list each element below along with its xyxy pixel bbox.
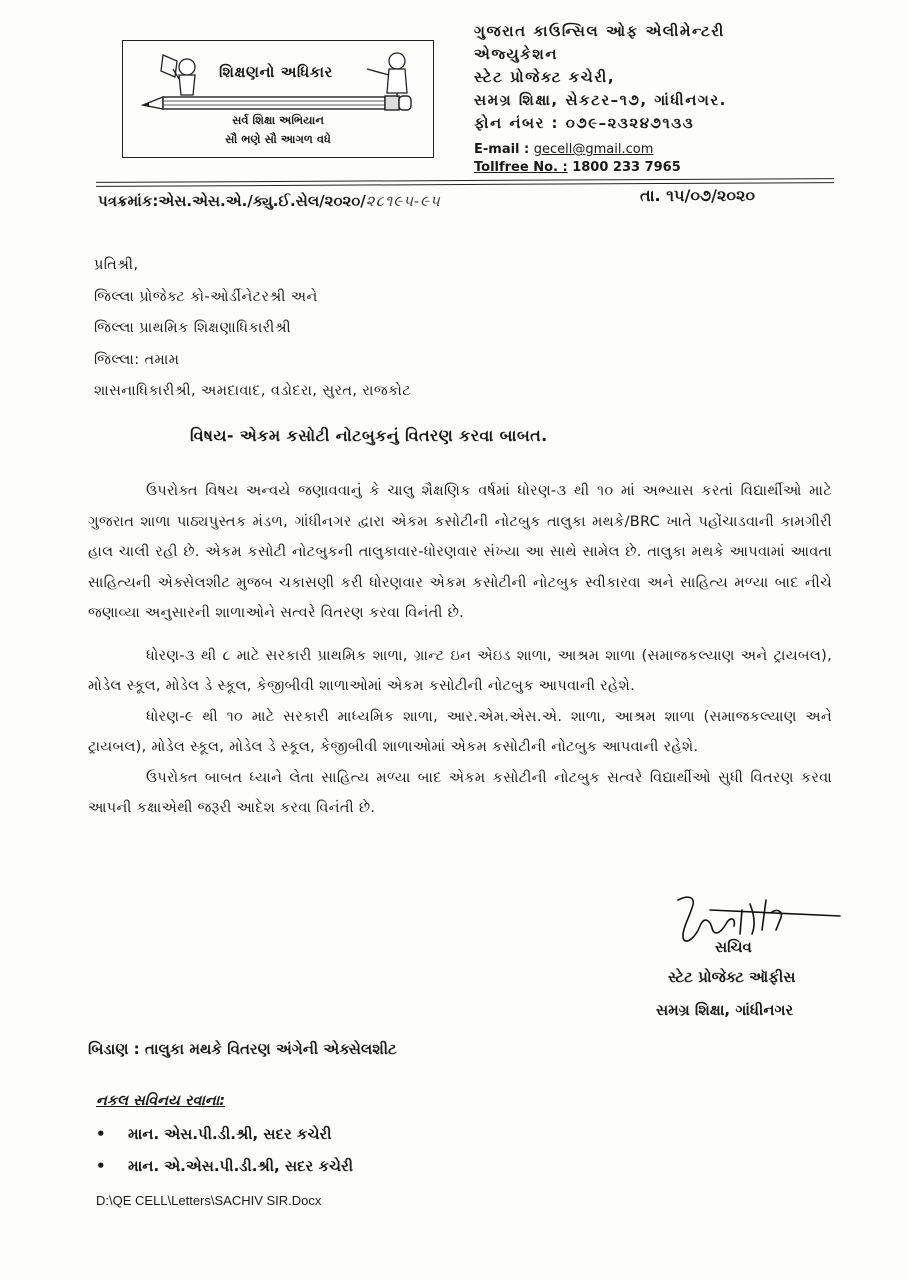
- copy-to-heading: નકલ સવિનય રવાના:: [96, 1093, 226, 1109]
- org-line: એજ્યુકેશન: [474, 45, 559, 63]
- signatory-office: સ્ટેટ પ્રોજેક્ટ ઑફીસ: [668, 968, 796, 986]
- subject-line: વિષય- એકમ કસોટી નોટબુકનું વિતરણ કરવા બાબત.: [190, 426, 548, 445]
- file-path: D:\QE CELL\Letters\SACHIV SIR.Docx: [96, 1193, 322, 1208]
- signatory-place: સમગ્ર શિક્ષા, ગાંધીનગર: [656, 1001, 794, 1019]
- org-line: સ્ટેટ પ્રોજેક્ટ કચેરી,: [474, 68, 616, 86]
- bullet-icon: •: [96, 1125, 106, 1143]
- letter-date: તા. ૧૫/૦૭/૨૦૨૦: [640, 186, 756, 205]
- logo-box: [122, 40, 434, 158]
- recipient-line: શાસનાધિકારીશ્રી, અમદાવાદ, વડોદરા, સુરત, રાજકોટ: [94, 383, 412, 399]
- logo-subtitle: સર્વ શિક્ષા અભિયાન: [232, 113, 324, 127]
- reference-number: [98, 192, 441, 210]
- signatory-designation: સચિવ: [715, 938, 752, 956]
- logo-tagline: સૌ ભણે સૌ આગળ વધે: [225, 132, 331, 146]
- recipient-line: જિલ્લા પ્રોજેક્ટ કો-ઓર્ડીનેટરશ્રી અને: [94, 288, 318, 305]
- copy-to-item: • માન. એસ.પી.ડી.શ્રી, સદર કચેરી: [96, 1118, 353, 1150]
- bullet-icon: •: [96, 1157, 106, 1175]
- recipient-line: પ્રતિશ્રી,: [94, 257, 139, 273]
- tollfree-label: Tollfree No. :: [474, 160, 568, 175]
- org-tollfree: [474, 160, 894, 175]
- handwritten-reference: ૨૮૧૯૫-૯૫: [365, 192, 441, 210]
- body-paragraph: ઉપરોક્ત વિષય અન્વયે જણાવવાનું કે ચાલુ શૈક્ષણિક વર્ષમાં ધોરણ-૩ થી ૧૦ માં અભ્યાસ કરતાં વિદ્યાર્થીઓ માટે ગુજરાત શાળા પાઠ્યપુસ્તક મંડળ, ગાંધીનગર દ્વારા એકમ કસોટીની નોટબુક તાલુકા મથકે/BRC ખાતે પહોંચાડવાની કામગીરી હાલ ચાલી રહી છે. એકમ કસોટી નોટબુકની તાલુકાવાર-ધોરણવાર સંખ્યા આ સાથે સામેલ છે. તાલુકા મથકે આપવામાં આવતા સાહિત્યની એક્સેલશીટ મુજબ ચકાસણી કરી ધોરણવાર એકમ કસોટીની નોટબુક સ્વીકારવા અને સાહિત્ય મળ્યા બાદ નીચે જણાવ્યા અનુસારની શાળાઓને સત્વરે વિતરણ કરવા વિનંતી છે.: [88, 483, 832, 621]
- copy-to-item: • માન. એ.એસ.પી.ડી.શ્રી, સદર કચેરી: [96, 1150, 353, 1182]
- recipients: [94, 250, 411, 408]
- org-line: ગુજરાત કાઉન્સિલ ઓફ એલીમેન્ટરી: [474, 22, 725, 40]
- org-phone: ફોન નંબર : ૦૭૯–૨૩૨૪૭૧૩૩: [474, 114, 695, 132]
- org-address: [474, 20, 894, 175]
- reference-label: પત્રક્રમાંક:એસ.એસ.એ./ક્યુ.ઈ.સેલ/૨૦૨૦/: [98, 192, 366, 210]
- org-line: સમગ્ર શિક્ષા, સેકટર–૧૭, ગાંધીનગર.: [474, 91, 727, 109]
- body-paragraph: ધોરણ-૩ થી ૮ માટે સરકારી પ્રાથમિક શાળા, ગ્રાન્ટ ઇન એઇડ શાળા, આશ્રમ શાળા (સમાજકલ્યાણ અને ટ્રાયબલ), મોડેલ સ્કૂલ, મોડેલ ડે સ્કૂલ, કેજીબીવી શાળાઓમાં એકમ કસોટીની નોટબુક આપવાની રહેશે.: [88, 647, 832, 694]
- body-paragraph: ધોરણ-૯ થી ૧૦ માટે સરકારી માધ્યમિક શાળા, આર.એમ.એસ.એ. શાળા, આશ્રમ શાળા (સમાજકલ્યાણ અને ટ્રાયબલ), મોડેલ સ્કૂલ, મોડેલ ડે સ્કૂલ, કેજીબીવી શાળાઓમાં એકમ કસોટીની નોટબુક આપવાની રહેશે.: [88, 708, 832, 755]
- recipient-line: જિલ્લા: તમામ: [94, 351, 180, 368]
- copy-to-list: [96, 1118, 353, 1182]
- body-paragraph: ઉપરોક્ત બાબત ધ્યાને લેતા સાહિત્ય મળ્યા બાદ એકમ કસોટીની નોટબુક સત્વરે વિદ્યાર્થીઓ સુધી વિતરણ કરવા આપની કક્ષાએથી જરૂરી આદેશ કરવા વિનંતી છે.: [88, 769, 832, 816]
- logo-title: શિક્ષણનો અધિકાર: [219, 63, 333, 81]
- enclosure-note: બિડાણ : તાલુકા મથકે વિતરણ અંગેની એક્સેલશીટ: [88, 1040, 397, 1058]
- tollfree-number: 1800 233 7965: [567, 160, 681, 175]
- recipient-line: જિલ્લા પ્રાથમિક શિક્ષણાધિકારીશ્રી: [94, 320, 292, 336]
- org-email: [474, 142, 894, 157]
- letter-body: [88, 476, 832, 824]
- email-link[interactable]: gecell@gmail.com: [533, 142, 654, 157]
- email-label: E-mail :: [474, 142, 534, 157]
